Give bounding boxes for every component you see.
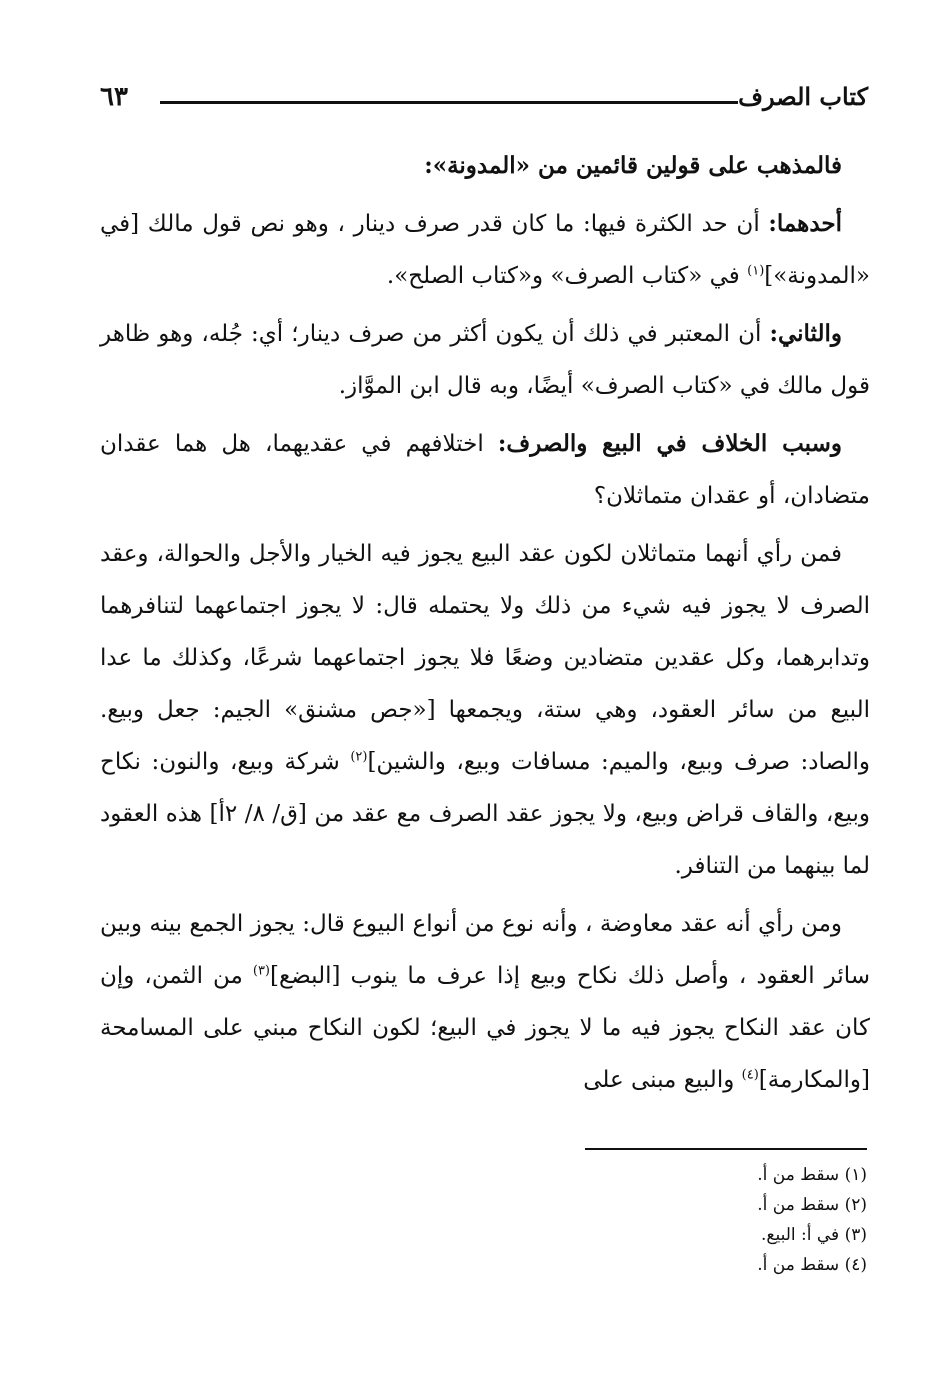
- footnotes: [467, 1160, 867, 1280]
- footnote-separator: [585, 1148, 867, 1150]
- footnote-4: (٤) سقط من أ.: [757, 1255, 867, 1275]
- contradiction-text-b: شركة وبيع، والنون: نكاح وبيع، والقاف قراض وبيع، ولا يجوز عقد الصرف مع عقد من [ق/ ٨/ ٢أ] هذه العقود لما بينهما من التنافر.: [100, 749, 870, 879]
- footnote-ref-3: (٣): [252, 963, 270, 979]
- reason-text: اختلافهم في عقديهما، هل هما عقدان متضادان، أو عقدان متماثلان؟: [100, 431, 870, 509]
- paragraph-second-opinion: [100, 308, 870, 412]
- paragraph-reason: [100, 418, 870, 522]
- first-opinion-text-a: أن حد الكثرة فيها: ما كان قدر صرف دينار ، وهو نص قول مالك [في «المدونة»]: [100, 211, 870, 289]
- footnote-1: (١) سقط من أ.: [757, 1165, 867, 1185]
- footnote-ref-2: (٢): [350, 749, 368, 765]
- footnote-3: (٣) في أ: البيع.: [761, 1225, 867, 1245]
- header-rule: [160, 101, 738, 104]
- book-title: كتاب الصرف: [738, 82, 868, 111]
- contradiction-text-a: فمن رأي أنهما متماثلان لكون عقد البيع يجوز فيه الخيار والأجل والحوالة، وعقد الصرف لا يجوز فيه شيء من ذلك ولا يحتمله قال: لا يجوز اجتماعهما لتنافرهما وتدابرهما، وكل عقدين متضادين وضعًا فلا يجوز اجتماعهما شرعًا، وكذلك ما عدا البيع من سائر العقود، وهي ستة، ويجمعها [«جص مشنق» الجيم: جعل وبيع. والصاد: صرف وبيع، والميم: مسافات وبيع، والشين]: [100, 541, 870, 775]
- paragraph-exchange: [100, 898, 870, 1106]
- reason-label: وسبب الخلاف في البيع والصرف:: [497, 430, 843, 457]
- exchange-text-b: من الثمن، وإن كان عقد النكاح يجوز فيه ما لا يجوز في البيع؛ لكون النكاح مبني على المسامحة [والمكارمة]: [100, 963, 870, 1093]
- first-opinion-text-b: في «كتاب الصرف» و«كتاب الصلح».: [386, 263, 748, 289]
- second-opinion-text: أن المعتبر في ذلك أن يكون أكثر من صرف دينار؛ أي: جُله، وهو ظاهر قول مالك في «كتاب الصرف» أيضًا، وبه قال ابن الموَّاز.: [100, 321, 870, 399]
- page-number: ٦٣: [100, 82, 128, 112]
- intro-text: فالمذهب على قولين قائمين من «المدونة»:: [424, 152, 842, 179]
- first-opinion-label: أحدهما:: [768, 210, 842, 237]
- page-header: [100, 82, 868, 122]
- footnote-ref-1: (١): [747, 263, 765, 279]
- exchange-text-c: والبيع مبنى على: [583, 1067, 742, 1093]
- footnote-2: (٢) سقط من أ.: [757, 1195, 867, 1215]
- paragraph-intro: [100, 140, 870, 192]
- main-text: [100, 140, 870, 1112]
- paragraph-contradiction: [100, 528, 870, 892]
- second-opinion-label: والثاني:: [769, 320, 842, 347]
- footnote-ref-4: (٤): [741, 1067, 759, 1083]
- exchange-text-a: ومن رأي أنه عقد معاوضة ، وأنه نوع من أنواع البيوع قال: يجوز الجمع بينه وبين سائر العقود ، وأصل ذلك نكاح وبيع إذا عرف ما ينوب [البضع]: [100, 911, 870, 989]
- paragraph-first-opinion: [100, 198, 870, 302]
